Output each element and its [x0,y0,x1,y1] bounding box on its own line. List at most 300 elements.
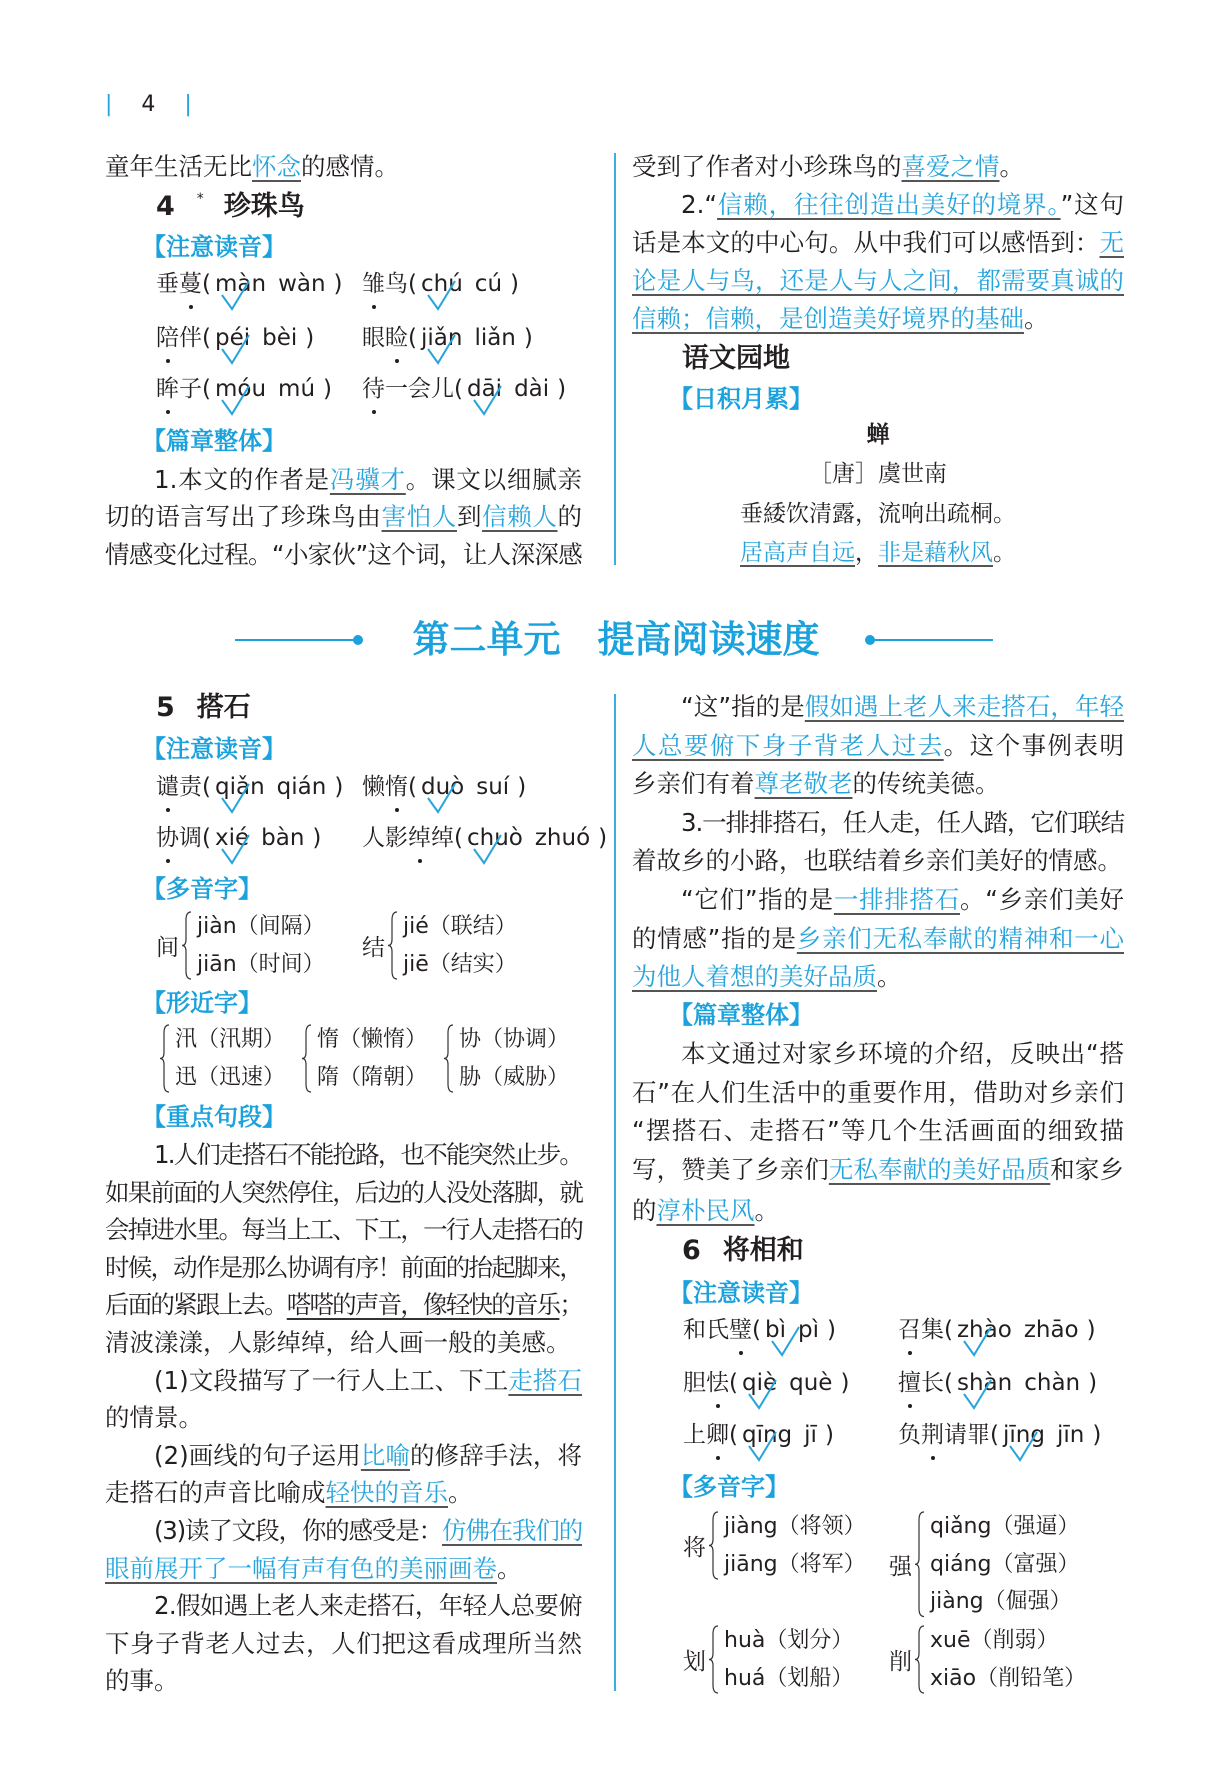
reading [930,1660,1086,1698]
paren-open: ( [202,774,211,800]
text-line [632,842,1124,880]
text-segment: 。 [999,152,1024,181]
word: 召集 [898,1311,944,1349]
emphasis-dot-icon [166,859,170,863]
text-segment: 的事。 [105,1666,179,1696]
text-line [632,1035,1124,1073]
text-segment: 的感情。 [301,152,399,181]
reading-pinyin: qiáng [930,1551,992,1577]
text-segment: 下身子背老人过去，人们把这看成理所当然 [105,1628,582,1658]
column-divider-bottom [614,694,616,1691]
text-segment: 。 [993,540,1016,566]
reading [197,908,325,946]
section-label: 【注意读音】 [142,735,286,763]
pinyin-option[interactable]: mú [278,376,316,402]
polyphone-char: 划 [683,1649,706,1675]
pinyin-option-correct[interactable]: móu [215,370,266,408]
section-label: 【日积月累】 [669,385,813,413]
word: 陪伴 [156,319,202,357]
lesson-number: 4 [156,191,175,222]
similar-char-example: （隋朝） [339,1064,428,1090]
polyphone-char: 将 [683,1535,706,1561]
text-segment: 的修辞手法，将 [410,1440,583,1470]
answer-text: 尊老敬老 [754,769,853,799]
answer-text: 无私奉献的美好品质 [828,1155,1051,1184]
pinyin-option[interactable]: dài [514,376,550,402]
pronunciation-item [362,819,607,857]
paren-close: ) [826,1317,836,1343]
pronunciation-item [156,768,343,806]
pinyin-option[interactable]: chàn [1024,1370,1081,1396]
text-line [632,920,1124,958]
text-line [105,1550,582,1588]
text-segment: 走搭石的声音比喻成 [105,1478,326,1508]
text-segment: 着故乡的小路，也联结着乡亲们美好的情感。 [632,846,1122,876]
text-segment: “这”指的是 [681,692,805,721]
readings [403,908,517,983]
word: 待一会儿 [362,370,454,408]
text-line [632,1112,1124,1150]
reading-example: （划分） [765,1628,854,1653]
reading-pinyin: jiàng [724,1514,778,1539]
reading-example: （将领） [777,1514,866,1539]
text-segment: 的情景。 [105,1403,203,1433]
answer-text: 走搭石 [508,1365,583,1395]
text-segment: 蝉 [866,422,890,448]
paren-open: ( [202,325,211,351]
pinyin-option-correct[interactable]: chuò [467,819,523,857]
emphasis-dot-icon [931,1456,935,1460]
paren-close: ) [1092,1422,1102,1448]
text-segment: 1.本文的作者是 [154,465,330,494]
text-segment: (3)读了文段，你的感受是： [154,1516,442,1545]
pronunciation-row [105,768,582,806]
lesson-name: 珍珠鸟 [223,191,305,222]
answer-text: 人总要俯下身子背老人过去 [632,730,944,760]
text-segment: ； [559,1290,582,1320]
paren-close: ) [333,271,343,297]
lesson-star-mark: * [196,191,204,207]
similar-chars [317,1021,427,1096]
pronunciation-item [683,1364,849,1402]
answer-text: 轻快的音乐 [325,1478,448,1508]
paren-close: ) [510,271,520,297]
similar-char-item [317,1059,427,1097]
pinyin-option[interactable]: wàn [278,271,326,297]
lesson-number: 6 [682,1235,701,1266]
word: 负荆请罪 [898,1416,990,1454]
answer-text: 比喻 [360,1440,411,1470]
paren-open: ( [454,376,463,402]
polyphone-group [683,1622,853,1697]
text-line [105,1362,582,1400]
reading [930,1622,1086,1660]
text-line [105,1399,582,1437]
brace-icon [708,1508,720,1583]
page-number-bar-right: | [184,92,192,117]
word: 谴责 [156,768,202,806]
text-segment: 1.人们走搭石不能抢路，也不能突然止步。 [154,1140,582,1169]
emphasis-dot-icon [395,808,399,812]
reading-example: （划船） [765,1665,854,1691]
similar-char: 胁 [459,1064,482,1090]
text-line [105,1437,582,1475]
answer-text: 怀念 [252,152,301,181]
reading [724,1660,853,1698]
reading-example: （结实） [428,951,517,977]
text-line [105,1587,582,1625]
paren-close: ) [1086,1317,1096,1343]
brace-icon [708,1622,720,1697]
word: 协调 [156,819,202,857]
pinyin-option[interactable]: suí [476,774,510,800]
reading [403,946,517,984]
text-line [105,1136,582,1174]
text-segment: 。课文以细腻亲 [405,465,583,494]
answer-text: 喜爱之情 [901,152,1000,181]
pinyin-option-correct[interactable]: qīng [742,1416,792,1454]
reading-pinyin: jiān [197,951,237,977]
reading-pinyin: huà [724,1628,766,1653]
pronunciation-row [632,1311,1124,1349]
emphasis-dot-icon [716,1404,720,1408]
similar-char-item [317,1021,427,1059]
paren-open: ( [408,325,417,351]
check-mark-icon [961,1378,995,1412]
emphasis-dot-icon [739,1351,743,1355]
answer-text: 害怕人 [381,502,457,531]
polyphone-row [632,1622,1124,1697]
similar-chars [175,1021,285,1096]
brace-icon [443,1021,455,1096]
similar-char: 迅 [175,1064,198,1090]
pinyin-option-correct[interactable]: dāi [467,370,502,408]
check-mark-icon [219,833,253,867]
lesson-number: 5 [156,692,175,723]
paren-open: ( [944,1370,953,1396]
lesson-name: 将相和 [722,1235,804,1266]
pronunciation-item [362,768,526,806]
answer-text: 仿佛在我们的 [441,1516,582,1545]
paren-close: ) [840,1370,850,1396]
reading-example: （将军） [777,1551,866,1577]
text-segment: 。 [877,962,902,992]
answer-text: 假如遇上老人来走搭石，年轻 [804,692,1125,721]
reading-pinyin: jiāng [724,1551,778,1577]
pinyin-option-correct[interactable]: shàn [957,1364,1012,1402]
similar-char-item [175,1021,285,1059]
similar-chars [459,1021,569,1096]
pinyin-option-correct[interactable]: màn [215,265,266,303]
paren-close: ) [824,1422,834,1448]
paren-open: ( [408,271,417,297]
answer-text: 非是藉秋风 [878,540,993,566]
pinyin-option-correct[interactable]: péi [215,319,250,357]
text-segment: 。“乡亲们美好 [960,885,1124,914]
paren-close: ) [323,376,333,402]
reading [724,1622,853,1660]
polyphone-group [156,908,325,983]
paren-open: ( [408,774,417,800]
check-mark-icon [219,782,253,816]
similar-char: 隋 [317,1064,340,1090]
pronunciation-item [156,819,321,857]
underlined-sentence: 嗒嗒的声音，像轻快的音乐 [286,1290,560,1320]
reading-example: （时间） [236,951,325,977]
check-mark-icon [1007,1430,1041,1464]
check-mark-icon [961,1325,995,1359]
paren-close: ) [1088,1370,1098,1396]
reading-pinyin: jiàn [197,914,237,939]
text-segment: 和家乡 [1050,1155,1125,1184]
polyphone-group [362,908,517,983]
answer-text: 无 [1099,228,1124,257]
pinyin-option[interactable]: qián [276,774,327,800]
check-mark-icon [471,833,505,867]
polyphone-group [889,1508,1079,1621]
paren-open: ( [454,825,463,851]
emphasis-dot-icon [908,1351,912,1355]
readings [930,1622,1086,1697]
text-line [632,958,1124,996]
reading-pinyin: huá [724,1665,766,1691]
text-segment: 。 [754,1196,779,1225]
text-line [105,1625,582,1663]
emphasis-dot-icon [418,859,422,863]
paren-open: ( [990,1422,999,1448]
text-line [105,1174,582,1212]
text-segment: 话是本文的中心句。从中我们可以感悟到： [632,228,1100,257]
word: 眼睑 [362,319,408,357]
text-segment: 时候，动作是那么协调有序！前面的抬起脚来， [105,1252,582,1282]
pinyin-option-correct[interactable]: qiǎn [215,768,265,806]
similar-char-item [175,1059,285,1097]
polyphone-char: 间 [156,935,179,961]
paren-open: ( [202,376,211,402]
text-segment: 本文通过对家乡环境的介绍，反映出“搭 [681,1039,1124,1068]
reading [724,1546,866,1584]
section-label: 【篇章整体】 [142,427,286,455]
text-segment: ， [855,540,878,566]
text-line [632,727,1124,765]
text-segment: 。这个事例表明 [943,730,1125,760]
text-segment: 受到了作者对小珍珠鸟的 [632,152,902,181]
paren-close: ) [517,774,527,800]
text-segment: 乡亲们有着 [632,769,755,799]
check-mark-icon [746,1430,780,1464]
readings [724,1508,866,1583]
paren-close: ) [312,825,322,851]
section-label: 【注意读音】 [669,1279,813,1307]
polyphone-row [105,908,582,983]
paren-open: ( [729,1422,738,1448]
brace-icon [159,1021,171,1096]
section-label: 【多音字】 [142,875,262,903]
polyphone-group [889,1622,1086,1697]
page-number-bar-left: | [105,92,113,117]
text-segment: ”这句 [1060,190,1124,219]
polyphone-char: 结 [362,935,385,961]
column-divider-top [614,153,616,565]
emphasis-dot-icon [716,1456,720,1460]
text-segment: “摆搭石、走搭石”等几个生活画面的细致描 [632,1116,1124,1145]
paren-open: ( [944,1317,953,1343]
text-segment: 。 [1024,304,1049,333]
text-segment: 情感变化过程。“小家伙”这个词，让人深深感 [105,540,582,569]
polyphone-char: 削 [889,1649,912,1675]
pinyin-option-correct[interactable]: chú [421,265,463,303]
text-line [632,804,1124,842]
check-mark-icon [746,1378,780,1412]
pinyin-option[interactable]: zhuó [534,825,591,851]
pinyin-option-correct[interactable]: qiè [742,1364,777,1402]
bottom-right-column [632,0,1124,1779]
pinyin-option-correct[interactable]: bì [765,1311,786,1349]
pinyin-option[interactable]: pì [797,1317,819,1343]
reading [930,1583,1079,1621]
reading-pinyin: jié [403,914,429,939]
emphasis-dot-icon [166,808,170,812]
paren-open: ( [752,1317,761,1343]
brace-icon [181,908,193,983]
similar-char-item [459,1021,569,1059]
text-segment: 。 [497,1553,522,1583]
answer-text: 乡亲们无私奉献的精神和一心 [796,923,1124,953]
readings [197,908,325,983]
similar-char: 协 [459,1027,482,1052]
pronunciation-item [683,1416,834,1454]
text-segment: “它们”指的是 [681,885,834,914]
readings [930,1508,1079,1621]
text-line [632,881,1124,919]
word: 懒惰 [362,768,408,806]
text-line [632,688,1124,726]
answer-text: 冯骥才 [329,465,406,494]
text-segment: 到 [456,502,483,531]
pinyin-option[interactable]: bèi [262,325,298,351]
text-line [105,1211,582,1249]
pronunciation-row [105,819,608,857]
reading-example: （联结） [428,914,517,939]
text-segment: (1)文段描写了一行人上工、下工 [154,1365,509,1395]
brace-icon [914,1508,926,1621]
reading [724,1508,866,1546]
pinyin-option[interactable]: jīn [1056,1422,1085,1448]
pinyin-option-correct[interactable]: xié [215,819,249,857]
lesson-title [632,1231,1124,1271]
text-segment: 如果前面的人突然停住，后边的人没处落脚，就 [105,1177,582,1207]
paren-close: ) [523,325,533,351]
lesson-name: 搭石 [196,692,251,723]
pinyin-option[interactable]: què [789,1370,833,1396]
text-segment: 3.一排排搭石，任人走，任人踏，它们联结 [681,807,1124,837]
answer-text: 淳朴民风 [656,1196,755,1225]
text-segment: 童年生活无比 [105,152,252,181]
text-line [632,1074,1124,1112]
lesson-name: 语文园地 [682,343,790,374]
pinyin-option[interactable]: cú [474,271,503,297]
brace-icon [301,1021,313,1096]
reading [930,1546,1079,1584]
answer-text: 眼前展开了一幅有声有色的美丽画卷 [105,1553,497,1583]
similar-char-item [459,1059,569,1097]
pinyin-option[interactable]: zhāo [1023,1317,1079,1343]
pronunciation-item [898,1311,1096,1349]
section-label: 【多音字】 [669,1473,789,1501]
text-line [105,1249,582,1287]
polyphone-row [632,1508,1124,1621]
text-line [632,1192,1124,1230]
similar-char-example: （懒惰） [339,1027,428,1052]
reading-example: （富强） [991,1551,1080,1577]
reading [403,908,517,946]
word: 擅长 [898,1364,944,1402]
pinyin-option-correct[interactable]: duò [421,768,464,806]
pinyin-option[interactable]: bàn [261,825,305,851]
pronunciation-row [632,1364,1124,1402]
answer-text: 信赖，往往创造出美好的境界。 [717,190,1061,219]
reading-pinyin: xuē [930,1628,971,1653]
section-label: 【注意读音】 [142,233,286,261]
paren-open: ( [202,825,211,851]
pronunciation-item [898,1364,1097,1402]
paren-open: ( [729,1370,738,1396]
word: 雏鸟 [362,265,408,303]
answer-text: 信赖人 [482,502,558,531]
reading-pinyin: jiē [403,951,429,977]
similar-char: 惰 [317,1027,340,1052]
text-segment: 切的语言写出了珍珠鸟由 [105,502,382,531]
text-line [105,1662,582,1700]
reading-example: （间隔） [236,914,325,939]
similar-char: 汛 [175,1027,198,1052]
reading-pinyin: xiāo [930,1665,977,1691]
reading-example: （削铅笔） [976,1665,1087,1691]
similar-chars-group [159,1021,285,1096]
emphasis-dot-icon [908,1404,912,1408]
word: 胆怯 [683,1364,729,1402]
word: 眸子 [156,370,202,408]
text-segment: 会掉进水里。每当上工、下工，一行人走搭石的 [105,1215,582,1245]
polyphone-group [683,1508,866,1583]
pinyin-option-correct[interactable]: jiǎn [421,319,462,357]
pinyin-option[interactable]: jī [804,1422,817,1448]
pronunciation-row [632,1416,1124,1454]
answer-text: 论是人与鸟，还是人与人之间，都需要真诚的 [632,266,1124,295]
text-line [105,1324,582,1362]
text-segment: 。 [448,1478,473,1508]
text-segment: (2)画线的句子运用 [154,1440,361,1470]
reading-example: （强逼） [991,1514,1080,1539]
answer-text: 为他人着想的美好品质 [632,962,877,992]
pinyin-option[interactable]: liǎn [474,325,516,351]
pronunciation-item [683,1311,836,1349]
unit-title: 第二单元 提高阅读速度 [412,618,820,661]
check-mark-icon [425,782,459,816]
text-segment: 2.假如遇上老人来走搭石，年轻人总要俯 [154,1591,582,1621]
text-line [632,1151,1124,1189]
text-segment: 后面的紧跟上去。 [105,1290,287,1320]
text-segment: 垂緌饮清露，流响出疏桐。 [740,501,1016,527]
paren-close: ) [334,774,344,800]
similar-chars-group [301,1021,427,1096]
pinyin-option-correct[interactable]: zhào [957,1311,1012,1349]
answer-text: 居高声自远 [740,540,855,566]
brace-icon [387,908,399,983]
word: 垂蔓 [156,265,202,303]
pinyin-option-correct[interactable]: jīng [1003,1416,1045,1454]
pronunciation-item [898,1416,1101,1454]
